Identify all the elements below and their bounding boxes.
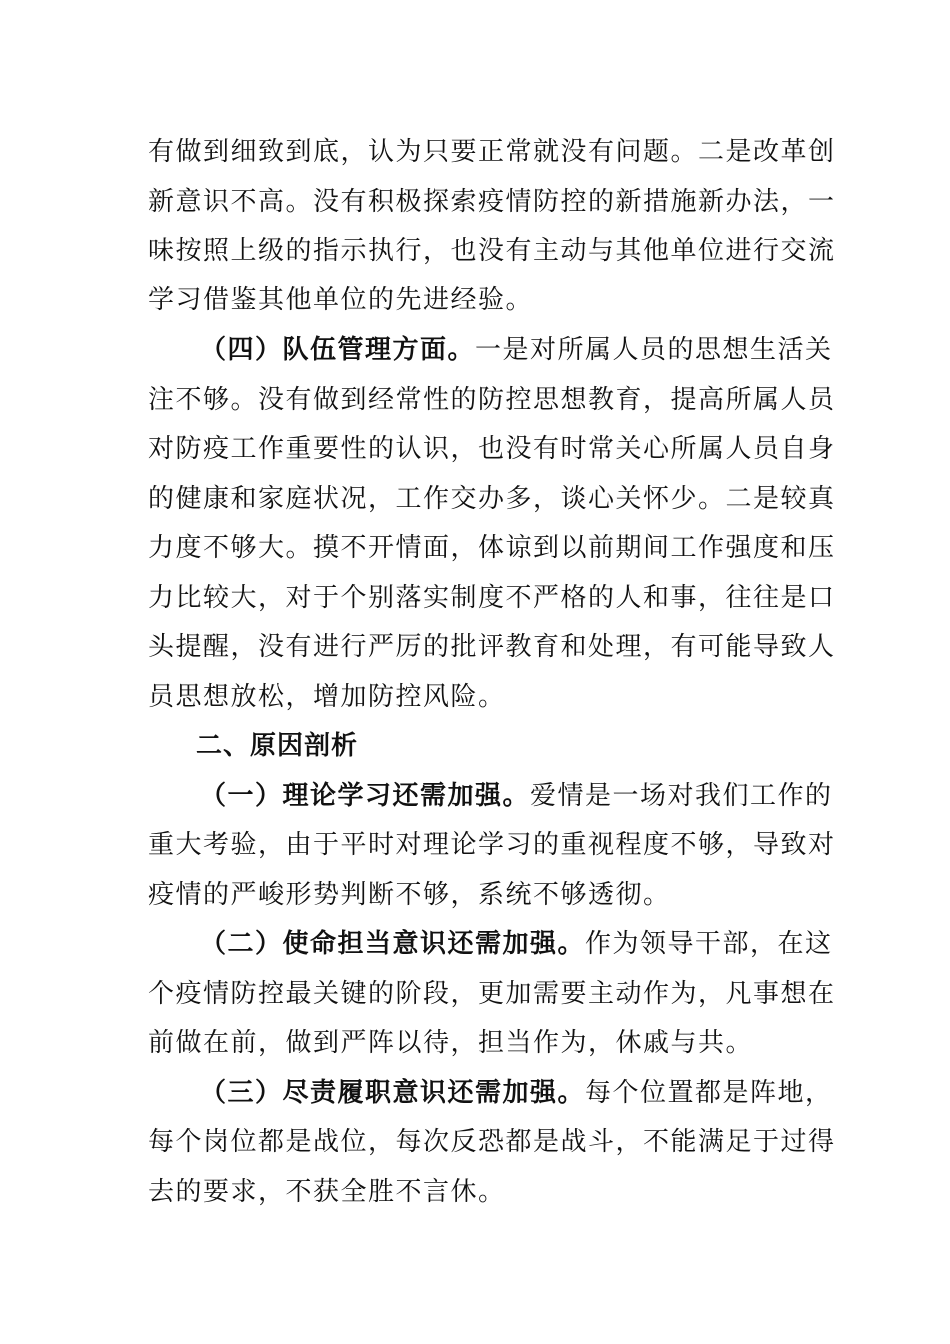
body-text-line: 力度不够大。摸不开情面，体谅到以前期间工作强度和压 xyxy=(148,533,836,563)
body-text-line: 每个岗位都是战位，每次反恐都是战斗，不能满足于过得 xyxy=(148,1127,836,1157)
paragraph-lead: （四）队伍管理方面。 xyxy=(200,335,476,365)
paragraph-first-line xyxy=(200,771,833,821)
body-text-line: 去的要求，不获全胜不言休。 xyxy=(148,1177,506,1207)
paragraph-text: 作为领导干部，在这 xyxy=(585,929,833,959)
body-text-line: 对防疫工作重要性的认识，也没有时常关心所属人员自身 xyxy=(148,434,836,464)
paragraph-first-line xyxy=(200,919,833,969)
paragraph-lead: （二）使命担当意识还需加强。 xyxy=(200,929,586,959)
body-text-line: 重大考验，由于平时对理论学习的重视程度不够，导致对 xyxy=(148,830,836,860)
body-text-line: 前做在前，做到严阵以待，担当作为，休戚与共。 xyxy=(148,1028,754,1058)
paragraph-lead: （一）理论学习还需加强。 xyxy=(200,781,531,811)
body-text-line: 注不够。没有做到经常性的防控思想教育，提高所属人员 xyxy=(148,385,836,415)
paragraph-text: 每个位置都是阵地， xyxy=(585,1078,833,1108)
paragraph-text: 爱情是一场对我们工作的 xyxy=(530,781,833,811)
body-text-line: 个疫情防控最关键的阶段，更加需要主动作为，凡事想在 xyxy=(148,979,836,1009)
body-text-line: 新意识不高。没有积极探索疫情防控的新措施新办法，一 xyxy=(148,187,836,217)
body-text-line: 学习借鉴其他单位的先进经验。 xyxy=(148,285,534,315)
paragraph-first-line xyxy=(200,1068,833,1118)
body-text-line: 的健康和家庭状况，工作交办多，谈心关怀少。二是较真 xyxy=(148,484,836,514)
body-text-line: 员思想放松，增加防控风险。 xyxy=(148,682,506,712)
paragraph-lead: （三）尽责履职意识还需加强。 xyxy=(200,1078,586,1108)
body-text-line: 疫情的严峻形势判断不够，系统不够透彻。 xyxy=(148,880,671,910)
paragraph-text: 一是对所属人员的思想生活关 xyxy=(475,335,833,365)
section-heading: 二、原因剖析 xyxy=(196,731,359,761)
body-text-line: 味按照上级的指示执行，也没有主动与其他单位进行交流 xyxy=(148,236,836,266)
paragraph-first-line xyxy=(200,325,833,375)
body-text-line: 有做到细致到底，认为只要正常就没有问题。二是改革创 xyxy=(148,137,836,167)
body-text-line: 力比较大，对于个别落实制度不严格的人和事，往往是口 xyxy=(148,583,836,613)
body-text-line: 头提醒，没有进行严厉的批评教育和处理，有可能导致人 xyxy=(148,632,836,662)
